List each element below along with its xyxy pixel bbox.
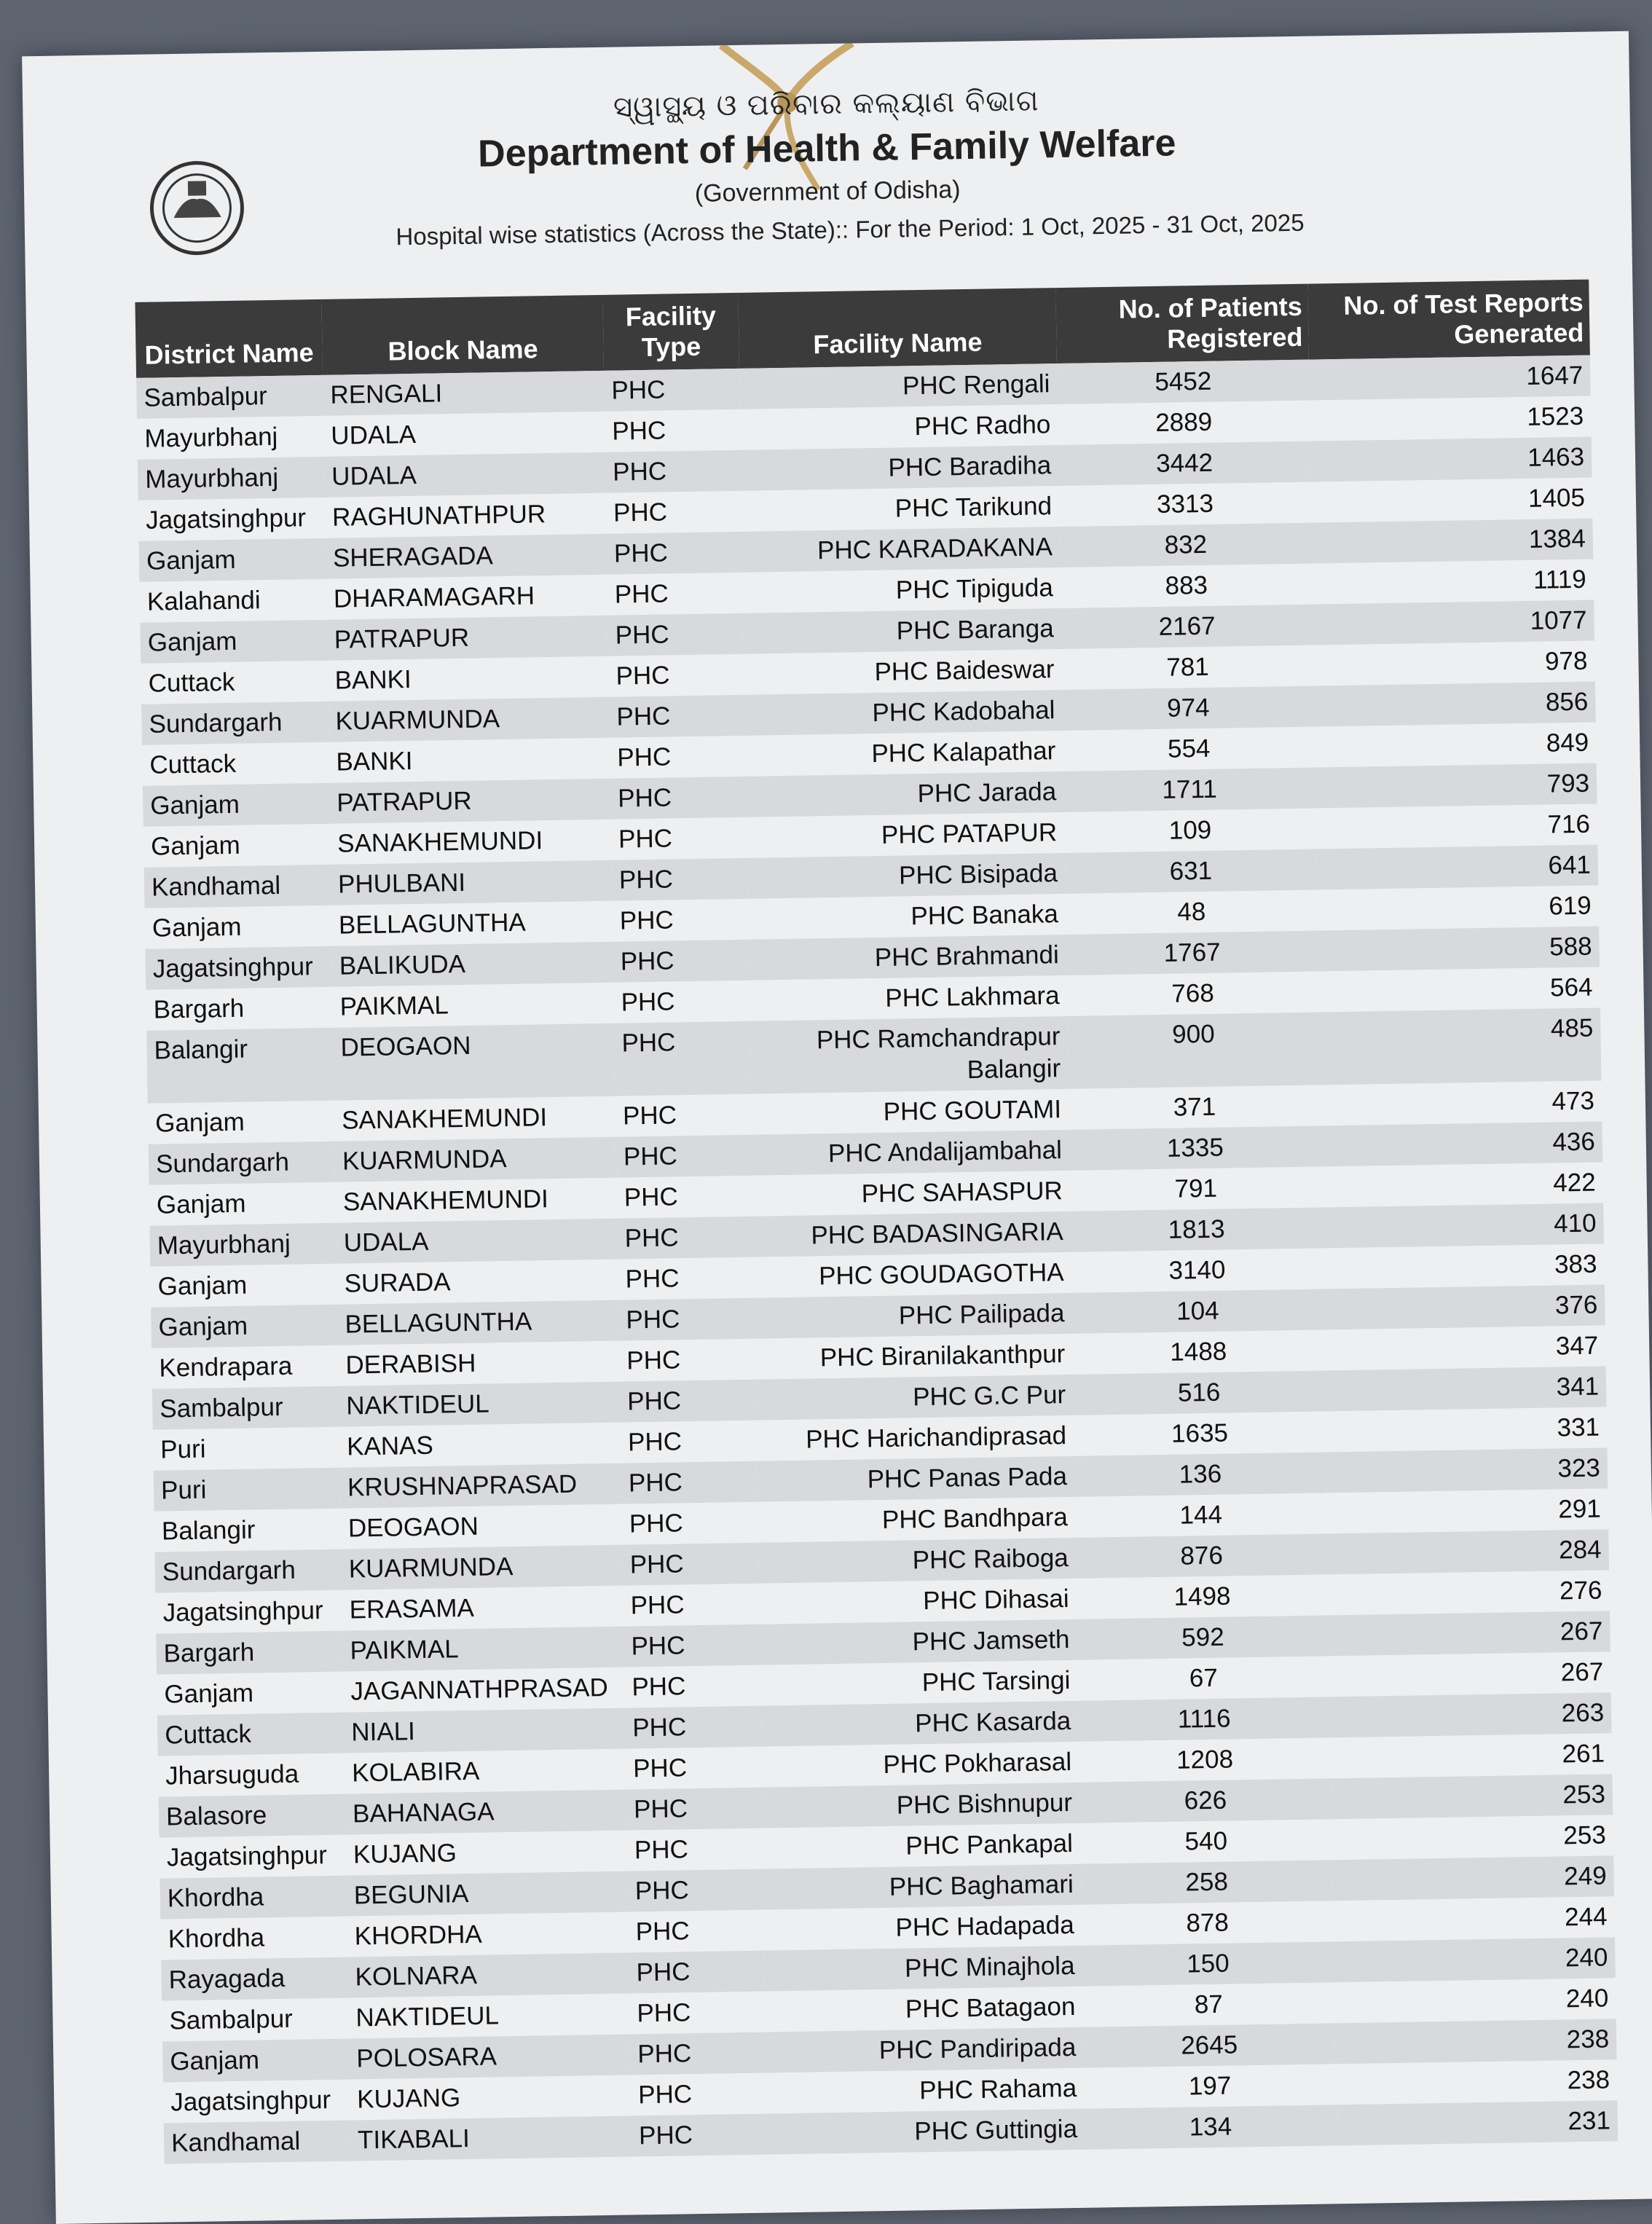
facility-name-cell: PHC Bandhpara <box>757 1497 1075 1543</box>
district-cell: Jagatsinghpur <box>160 1835 347 1879</box>
block-cell: KRUSHNAPRASAD <box>340 1463 622 1509</box>
facility-name-cell: PHC Rengali <box>739 364 1058 409</box>
facility-type-cell: PHC <box>626 1747 762 1790</box>
patients-cell: 1335 <box>1069 1125 1321 1170</box>
reports-cell: 263 <box>1330 1692 1612 1737</box>
district-cell: Jharsuguda <box>158 1753 345 1797</box>
government-subtitle: (Government of Odisha) <box>694 176 961 208</box>
facility-name-cell: PHC Radho <box>740 404 1058 450</box>
facility-name-cell: PHC PATAPUR <box>747 812 1065 858</box>
district-cell: Kandhamal <box>144 865 331 908</box>
patients-cell: 791 <box>1069 1166 1322 1211</box>
col-facility-type: Facility Type <box>602 293 739 371</box>
block-cell: KUARMUNDA <box>335 1137 617 1182</box>
reports-cell: 249 <box>1332 1855 1614 1901</box>
block-cell: SANAKHEMUNDI <box>334 1096 616 1142</box>
patients-cell: 197 <box>1084 2064 1337 2108</box>
facility-type-cell: PHC <box>607 573 743 616</box>
district-cell: Ganjam <box>151 1305 338 1348</box>
patients-cell: 3442 <box>1058 441 1311 486</box>
patients-cell: 67 <box>1077 1656 1330 1700</box>
block-cell: KANAS <box>339 1423 621 1468</box>
district-cell: Puri <box>154 1468 341 1512</box>
reports-cell: 238 <box>1336 2059 1618 2105</box>
district-cell: Bargarh <box>156 1631 343 1675</box>
district-cell: Puri <box>153 1427 340 1471</box>
facility-name-cell: PHC Brahmandi <box>748 935 1066 981</box>
reports-cell: 267 <box>1329 1611 1610 1656</box>
block-cell: BELLAGUNTHA <box>331 901 613 946</box>
district-cell: Jagatsinghpur <box>155 1590 342 1634</box>
reports-cell: 244 <box>1333 1896 1615 1941</box>
facility-name-cell: PHC G.C Pur <box>755 1375 1074 1421</box>
reports-cell: 641 <box>1316 844 1598 889</box>
patients-cell: 1767 <box>1066 931 1318 975</box>
block-cell: KUJANG <box>350 2075 632 2121</box>
block-cell: DEOGAON <box>341 1504 623 1549</box>
facility-name-cell: PHC KARADAKANA <box>742 527 1061 573</box>
facility-name-cell: PHC Bisipada <box>747 853 1066 899</box>
facility-name-cell: PHC Bishnupur <box>762 1783 1080 1828</box>
district-cell: Ganjam <box>145 905 332 949</box>
reports-cell: 422 <box>1321 1162 1603 1207</box>
district-cell: Ganjam <box>149 1182 336 1226</box>
district-cell: Ganjam <box>148 1101 335 1144</box>
district-cell: Mayurbhanj <box>149 1223 337 1267</box>
patients-cell: 516 <box>1073 1370 1326 1415</box>
block-cell: JAGANNATHPRASAD <box>343 1667 625 1713</box>
facility-name-cell: PHC Jamseth <box>759 1619 1077 1665</box>
reports-cell: 793 <box>1315 763 1597 808</box>
facility-type-cell: PHC <box>618 1298 755 1341</box>
facility-type-cell: PHC <box>608 654 744 697</box>
patients-cell: 136 <box>1074 1452 1326 1496</box>
block-cell: KHORDHA <box>347 1912 629 1957</box>
patients-cell: 2645 <box>1083 2023 1336 2067</box>
facility-type-cell: PHC <box>629 1992 766 2035</box>
facility-type-cell: PHC <box>618 1257 754 1300</box>
facility-name-cell: PHC GOUTAMI <box>751 1089 1069 1135</box>
block-cell: TIKABALI <box>350 2116 632 2161</box>
statistics-table-container <box>135 280 1611 2164</box>
facility-name-cell: PHC Baghamari <box>763 1864 1081 1910</box>
district-cell: Bargarh <box>146 987 333 1031</box>
facility-name-cell: PHC Baranga <box>743 608 1061 654</box>
facility-name-cell: PHC Baideswar <box>744 649 1062 695</box>
reports-cell: 436 <box>1321 1121 1602 1166</box>
reports-cell: 253 <box>1331 1774 1613 1819</box>
facility-type-cell: PHC <box>629 1951 765 1994</box>
district-cell: Sambalpur <box>152 1386 339 1430</box>
facility-type-cell: PHC <box>622 1543 758 1586</box>
reports-cell: 619 <box>1317 885 1599 930</box>
district-cell: Balasore <box>159 1794 346 1838</box>
facility-name-cell: PHC Dihasai <box>758 1579 1077 1624</box>
facility-name-cell: PHC Harichandiprasad <box>756 1415 1074 1461</box>
reports-cell: 231 <box>1337 2100 1618 2145</box>
patients-cell: 1635 <box>1074 1411 1326 1455</box>
district-cell: Ganjam <box>143 824 331 868</box>
facility-type-cell: PHC <box>609 695 745 738</box>
patients-cell: 540 <box>1079 1819 1332 1863</box>
facility-type-cell: PHC <box>627 1869 763 1912</box>
reports-cell: 1405 <box>1311 478 1593 523</box>
facility-type-cell: PHC <box>610 777 747 820</box>
patients-cell: 832 <box>1059 523 1312 567</box>
facility-type-cell: PHC <box>605 450 742 493</box>
facility-name-cell: PHC Tipiguda <box>742 567 1061 613</box>
facility-type-cell: PHC <box>619 1339 755 1382</box>
reports-cell: 978 <box>1313 641 1595 686</box>
patients-cell: 876 <box>1075 1533 1328 1578</box>
reports-cell: 253 <box>1332 1815 1613 1860</box>
district-cell: Sundargarh <box>149 1142 336 1185</box>
facility-type-cell: PHC <box>614 1021 751 1096</box>
block-cell: KUARMUNDA <box>328 697 610 742</box>
block-cell: BAHANAGA <box>345 1790 627 1835</box>
facility-type-cell: PHC <box>621 1421 757 1463</box>
block-cell: SURADA <box>337 1260 618 1305</box>
district-cell: Ganjam <box>143 783 330 827</box>
reports-cell: 341 <box>1325 1366 1607 1411</box>
block-cell: PATRAPUR <box>329 779 611 824</box>
reports-cell: 347 <box>1324 1325 1606 1370</box>
block-cell: BELLAGUNTHA <box>337 1300 619 1345</box>
block-cell: BANKI <box>327 656 609 702</box>
district-cell: Rayagada <box>161 1957 348 2001</box>
facility-name-cell: PHC Kasarda <box>760 1701 1079 1747</box>
patients-cell: 150 <box>1082 1941 1334 1986</box>
facility-name-cell: PHC Lakhmara <box>749 975 1067 1021</box>
reports-cell: 410 <box>1322 1203 1604 1248</box>
col-reports: No. of Test Reports Generated <box>1307 280 1590 360</box>
facility-name-cell: PHC Batagaon <box>765 1987 1083 2032</box>
document-header <box>23 75 1632 257</box>
block-cell: SHERAGADA <box>326 534 607 579</box>
col-block: Block Name <box>321 295 604 375</box>
district-cell: Ganjam <box>162 2039 350 2083</box>
facility-name-cell: PHC Hadapada <box>763 1905 1082 1951</box>
col-facility-name: Facility Name <box>738 288 1057 369</box>
patients-cell: 900 <box>1067 1013 1321 1089</box>
facility-type-cell: PHC <box>616 1176 752 1219</box>
block-cell: POLOSARA <box>349 2035 631 2080</box>
block-cell: DHARAMAGARH <box>326 575 607 620</box>
patients-cell: 883 <box>1060 564 1313 608</box>
patients-cell: 631 <box>1064 849 1317 894</box>
patients-cell: 626 <box>1079 1778 1332 1823</box>
facility-type-cell: PHC <box>617 1217 753 1260</box>
reports-cell: 1647 <box>1309 355 1591 401</box>
district-cell: Balangir <box>146 1028 334 1104</box>
block-cell: NAKTIDEUL <box>339 1382 621 1427</box>
document-page <box>22 31 1652 2224</box>
block-cell: BANKI <box>329 738 610 783</box>
block-cell: KUJANG <box>346 1831 628 1876</box>
facility-name-cell: PHC Banaka <box>747 894 1066 940</box>
facility-name-cell: PHC Baradiha <box>741 445 1059 491</box>
patients-cell: 104 <box>1071 1289 1324 1333</box>
facility-name-cell: PHC SAHASPUR <box>752 1171 1070 1217</box>
facility-type-cell: PHC <box>626 1828 763 1871</box>
facility-type-cell: PHC <box>628 1910 764 1953</box>
facility-type-cell: PHC <box>611 817 747 860</box>
block-cell: NAKTIDEUL <box>348 1994 630 2039</box>
district-cell: Sambalpur <box>162 1998 349 2042</box>
reports-cell: 267 <box>1329 1651 1611 1697</box>
patients-cell: 48 <box>1065 890 1318 935</box>
reports-cell: 383 <box>1323 1243 1605 1289</box>
reports-cell: 323 <box>1326 1447 1608 1493</box>
reports-cell: 849 <box>1315 723 1597 768</box>
reports-cell: 240 <box>1334 1937 1616 1982</box>
reports-cell: 331 <box>1326 1407 1608 1452</box>
patients-cell: 1208 <box>1079 1737 1332 1782</box>
reports-cell: 485 <box>1319 1007 1602 1085</box>
reports-cell: 291 <box>1326 1488 1608 1533</box>
patients-cell: 2167 <box>1061 605 1313 649</box>
facility-name-cell: PHC Kadobahal <box>744 690 1063 736</box>
block-cell: PAIKMAL <box>332 983 614 1028</box>
block-cell: KUARMUNDA <box>341 1545 623 1590</box>
district-cell: Mayurbhanj <box>137 416 324 460</box>
patients-cell: 768 <box>1066 972 1319 1016</box>
facility-name-cell: PHC Pailipada <box>754 1293 1072 1339</box>
facility-type-cell: PHC <box>623 1584 759 1627</box>
facility-type-cell: PHC <box>630 2032 766 2075</box>
patients-cell: 781 <box>1061 645 1314 690</box>
patients-cell: 1488 <box>1072 1329 1325 1374</box>
department-title: Department of Health & Family Welfare <box>477 122 1176 176</box>
col-patients: No. of Patients Registered <box>1055 284 1309 364</box>
reports-cell: 473 <box>1321 1080 1602 1125</box>
district-cell: Jagatsinghpur <box>138 498 326 541</box>
district-cell: Cuttack <box>157 1713 345 1756</box>
district-cell: Jagatsinghpur <box>163 2080 350 2123</box>
reports-cell: 1523 <box>1310 396 1592 441</box>
block-cell: KOLABIRA <box>345 1749 626 1794</box>
facility-name-cell: PHC Guttingia <box>767 2109 1085 2155</box>
district-cell: Jagatsinghpur <box>145 946 332 990</box>
facility-type-cell: PHC <box>616 1135 752 1178</box>
facility-type-cell: PHC <box>621 1461 758 1504</box>
patients-cell: 878 <box>1081 1901 1334 1945</box>
facility-type-cell: PHC <box>606 491 742 534</box>
facility-name-cell: PHC Tarsingi <box>760 1660 1078 1706</box>
patients-cell: 87 <box>1082 1982 1335 2027</box>
reports-cell: 1463 <box>1310 437 1592 482</box>
block-cell: PATRAPUR <box>326 616 608 661</box>
reports-cell: 564 <box>1318 967 1600 1012</box>
facility-type-cell: PHC <box>624 1624 760 1667</box>
table-body <box>136 355 1618 2164</box>
facility-type-cell: PHC <box>607 613 744 656</box>
facility-name-cell: PHC GOUDAGOTHA <box>753 1252 1071 1298</box>
block-cell: PHULBANI <box>331 860 613 905</box>
facility-name-cell: PHC Ramchandrapur Balangir <box>750 1016 1069 1094</box>
facility-name-cell: PHC BADASINGARIA <box>752 1211 1071 1257</box>
reports-cell: 284 <box>1327 1529 1609 1574</box>
report-period: Hospital wise statistics (Across the State):: For the Period: 1 Oct, 2025 - 31 Oct, 2025 <box>396 208 1305 251</box>
facility-type-cell: PHC <box>613 940 749 983</box>
district-cell: Cuttack <box>142 742 329 786</box>
facility-name-cell: PHC Kalapathar <box>745 731 1063 777</box>
district-cell: Sundargarh <box>141 702 329 745</box>
block-cell: RAGHUNATHPUR <box>325 493 607 538</box>
patients-cell: 592 <box>1077 1615 1329 1659</box>
patients-cell: 2889 <box>1058 401 1310 445</box>
district-cell: Sundargarh <box>154 1549 342 1593</box>
facility-type-cell: PHC <box>607 532 743 575</box>
facility-name-cell: PHC Pokharasal <box>761 1742 1079 1788</box>
patients-cell: 5452 <box>1057 360 1310 404</box>
patients-cell: 1116 <box>1078 1697 1331 1741</box>
facility-type-cell: PHC <box>620 1380 756 1423</box>
district-cell: Khordha <box>160 1917 347 1960</box>
block-cell: BALIKUDA <box>331 942 613 987</box>
district-cell: Mayurbhanj <box>138 457 325 500</box>
patients-cell: 3140 <box>1071 1248 1323 1292</box>
district-cell: Ganjam <box>140 620 327 664</box>
facility-type-cell: PHC <box>632 2114 768 2157</box>
district-cell: Sambalpur <box>136 375 323 419</box>
reports-cell: 1077 <box>1313 600 1594 645</box>
facility-type-cell: PHC <box>605 409 741 452</box>
facility-name-cell: PHC Tarikund <box>742 486 1060 532</box>
block-cell: DEOGAON <box>333 1023 615 1101</box>
patients-cell: 554 <box>1063 727 1315 771</box>
block-cell: KOLNARA <box>347 1953 629 1998</box>
block-cell: NIALI <box>344 1708 626 1753</box>
facility-type-cell: PHC <box>612 858 748 901</box>
reports-cell: 588 <box>1318 926 1600 971</box>
facility-type-cell: PHC <box>625 1706 761 1749</box>
facility-name-cell: PHC Andalijambahal <box>752 1130 1070 1176</box>
block-cell: DERABISH <box>338 1341 620 1386</box>
reports-cell: 261 <box>1331 1733 1613 1778</box>
patients-cell: 974 <box>1062 686 1315 731</box>
facility-type-cell: PHC <box>615 1094 752 1137</box>
reports-cell: 240 <box>1334 1978 1616 2023</box>
patients-cell: 1711 <box>1063 768 1316 812</box>
facility-type-cell: PHC <box>626 1788 763 1831</box>
block-cell: UDALA <box>324 452 606 498</box>
facility-name-cell: PHC Biranilakanthpur <box>755 1334 1073 1380</box>
block-cell: RENGALI <box>323 371 605 416</box>
reports-cell: 856 <box>1314 682 1596 727</box>
col-district: District Name <box>135 299 323 378</box>
facility-name-cell: PHC Minajhola <box>764 1946 1082 1992</box>
patients-cell: 258 <box>1080 1860 1333 1904</box>
block-cell: BEGUNIA <box>346 1871 628 1917</box>
odia-title: ସ୍ୱାସ୍ଥ୍ୟ ଓ ପରିବାର କଲ୍ୟାଣ ବିଭାଗ <box>613 84 1039 125</box>
district-cell: Ganjam <box>157 1672 344 1716</box>
patients-cell: 371 <box>1069 1085 1321 1130</box>
district-cell: Ganjam <box>150 1264 337 1308</box>
district-cell: Kandhamal <box>164 2121 351 2164</box>
district-cell: Khordha <box>160 1876 347 1920</box>
facility-type-cell: PHC <box>631 2073 767 2116</box>
patients-cell: 134 <box>1085 2105 1337 2149</box>
patients-cell: 109 <box>1064 809 1317 853</box>
facility-type-cell: PHC <box>613 981 750 1023</box>
facility-type-cell: PHC <box>621 1502 758 1545</box>
reports-cell: 716 <box>1316 803 1598 849</box>
facility-type-cell: PHC <box>624 1665 760 1708</box>
district-cell: Kendrapara <box>152 1345 339 1389</box>
block-cell: SANAKHEMUNDI <box>335 1178 617 1223</box>
reports-cell: 376 <box>1323 1284 1605 1329</box>
facility-name-cell: PHC Rahama <box>766 2068 1085 2114</box>
facility-type-cell: PHC <box>604 369 740 412</box>
block-cell: UDALA <box>336 1219 618 1264</box>
facility-type-cell: PHC <box>612 899 748 942</box>
block-cell: UDALA <box>323 412 605 457</box>
facility-name-cell: PHC Pankapal <box>762 1823 1080 1869</box>
block-cell: SANAKHEMUNDI <box>330 820 612 865</box>
block-cell: PAIKMAL <box>342 1627 624 1672</box>
reports-cell: 1384 <box>1311 519 1593 564</box>
hospital-statistics-table <box>135 280 1618 2164</box>
facility-type-cell: PHC <box>610 736 746 779</box>
patients-cell: 1813 <box>1070 1207 1323 1252</box>
reports-cell: 238 <box>1335 2019 1617 2064</box>
district-cell: Balangir <box>154 1509 342 1552</box>
district-cell: Kalahandi <box>139 579 326 623</box>
patients-cell: 1498 <box>1076 1574 1329 1619</box>
facility-name-cell: PHC Pandiripada <box>766 2027 1084 2073</box>
facility-name-cell: PHC Raiboga <box>758 1538 1076 1584</box>
district-cell: Cuttack <box>141 661 328 704</box>
patients-cell: 3313 <box>1059 482 1312 527</box>
reports-cell: 276 <box>1328 1570 1610 1615</box>
patients-cell: 144 <box>1074 1493 1327 1537</box>
reports-cell: 1119 <box>1312 559 1594 605</box>
block-cell: ERASAMA <box>342 1586 624 1631</box>
facility-name-cell: PHC Jarada <box>746 771 1064 817</box>
facility-name-cell: PHC Panas Pada <box>757 1456 1075 1502</box>
district-cell: Ganjam <box>139 538 326 582</box>
